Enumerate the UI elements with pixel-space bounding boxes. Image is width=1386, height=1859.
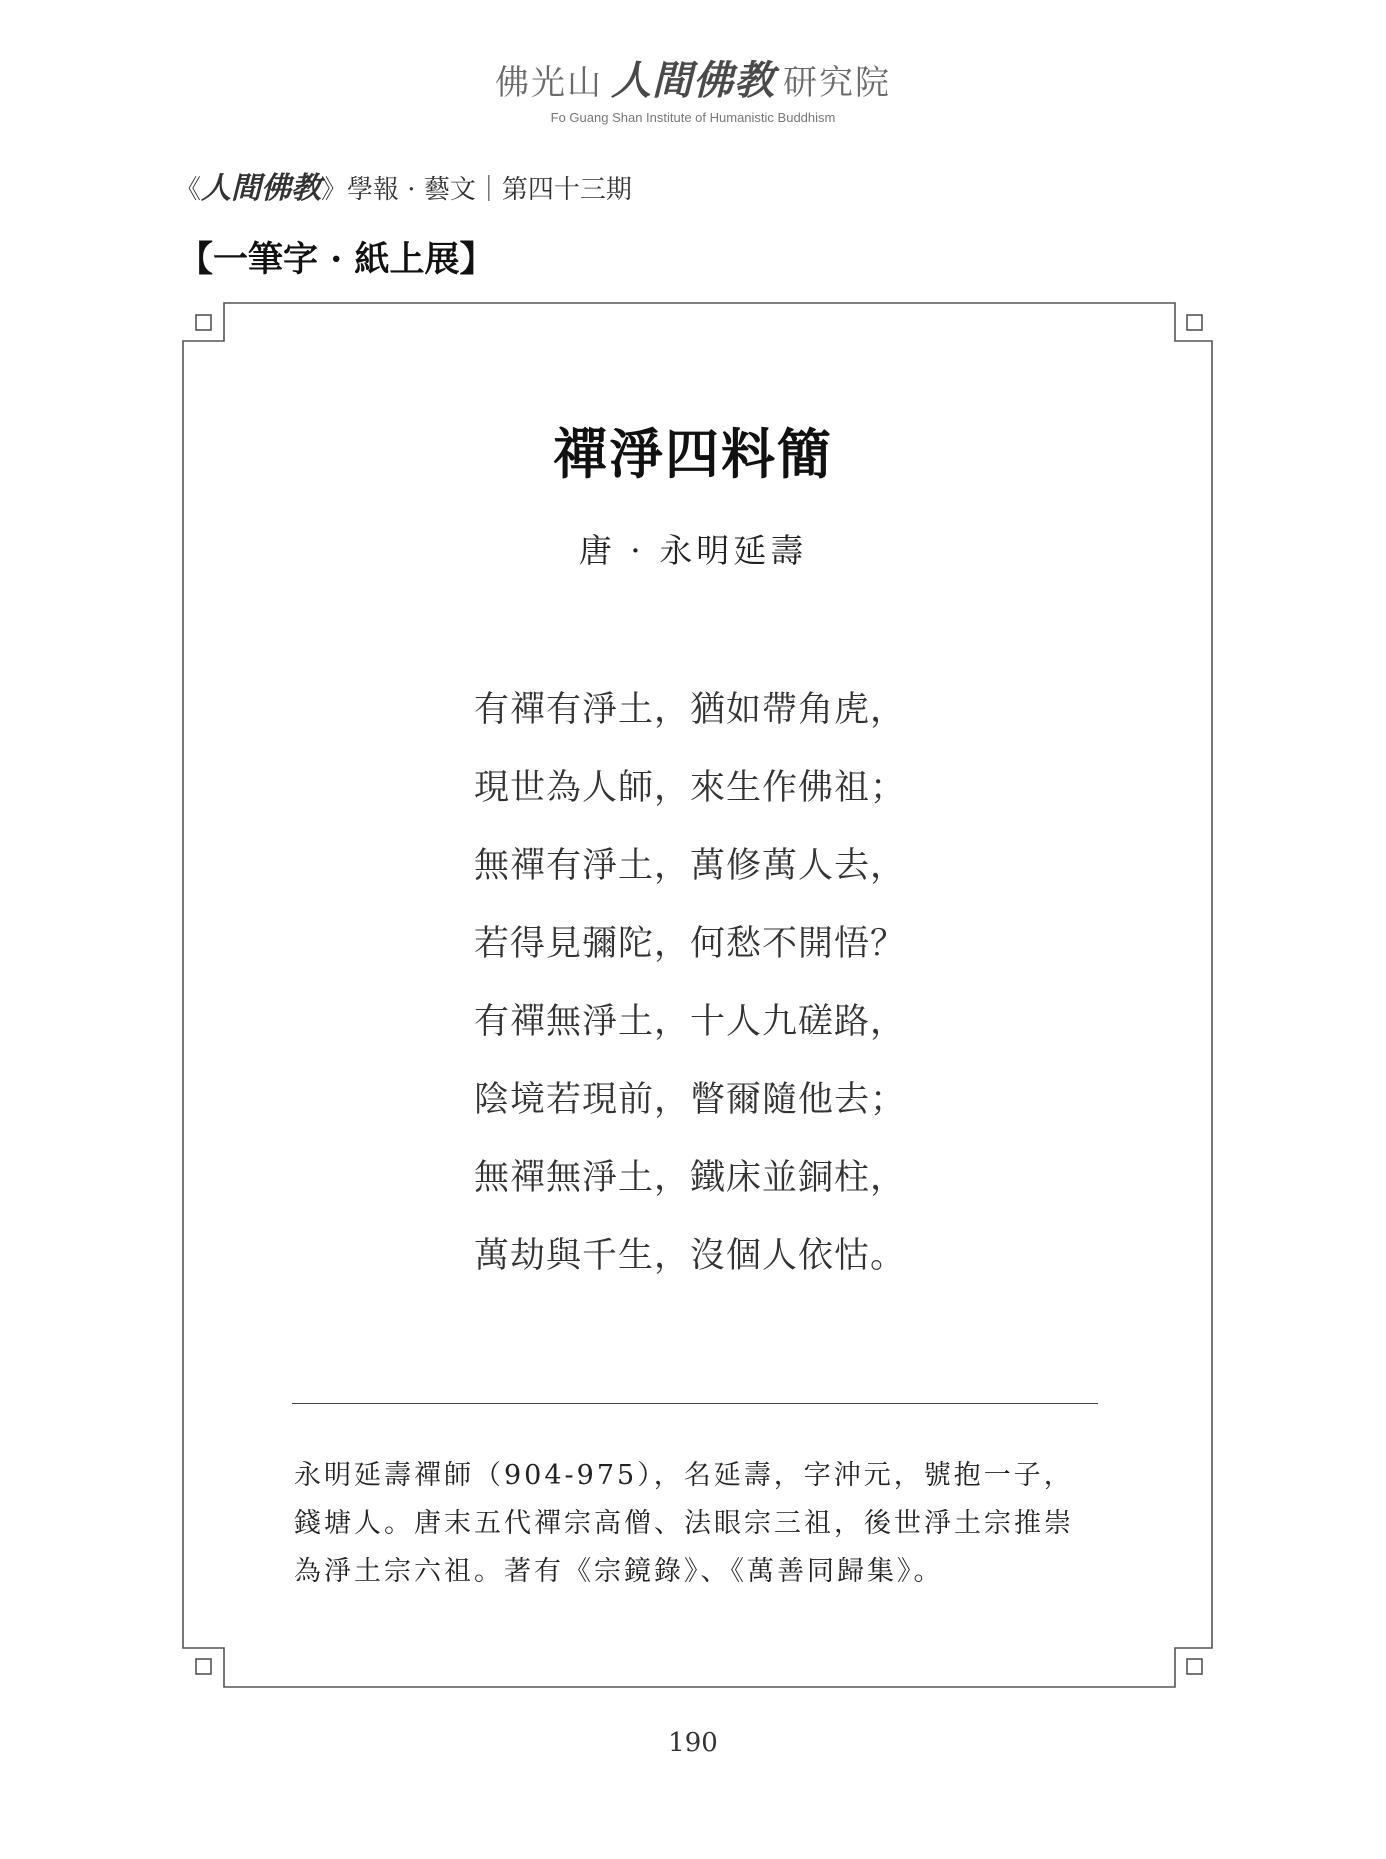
masthead-prefix: 佛光山 (495, 63, 603, 103)
poem-line: 無禪有淨土，萬修萬人去， (474, 846, 907, 886)
page-number: 190 (668, 1728, 718, 1758)
poem-line: 若得見彌陀，何愁不開悟？ (474, 924, 907, 964)
poem-line: 有禪有淨土，猶如帶角虎， (474, 690, 907, 730)
poem-body (474, 686, 906, 1310)
poem-line: 有禪無淨土，十人九磋路， (474, 1002, 907, 1042)
note-line: 為淨土宗六祖。著有《宗鏡錄》、《萬善同歸集》。 (294, 1556, 944, 1587)
journal-header (175, 163, 632, 207)
journal-open-quote: 《 (175, 175, 202, 205)
note-line: 錢塘人。唐末五代禪宗高僧、法眼宗三祖，後世淨土宗推崇 (294, 1508, 1074, 1539)
masthead-english: Fo Guang Shan Institute of Humanistic Buddhism (550, 110, 836, 125)
poem-title: 禪淨四料簡 (553, 422, 833, 486)
journal-close-quote: 》 (321, 175, 348, 205)
poem-line: 萬劫與千生，沒個人依怙。 (474, 1236, 907, 1276)
journal-issue: 學報 · 藝文｜第四十三期 (347, 175, 632, 205)
poem-line: 無禪無淨土，鐵床並銅柱， (474, 1158, 907, 1198)
divider (292, 1403, 1098, 1404)
masthead-suffix: 研究院 (783, 63, 891, 103)
section-title: 【一筆字 · 紙上展】 (178, 239, 495, 280)
poem-line: 陰境若現前，瞥爾隨他去； (474, 1080, 907, 1120)
biography-note (294, 1452, 1114, 1596)
poem-author: 唐 · 永明延壽 (578, 531, 808, 570)
masthead-title (0, 57, 1386, 104)
journal-brand: 人間佛教 (201, 171, 322, 206)
masthead (0, 57, 1386, 125)
poem-line: 現世為人師，來生作佛祖； (474, 768, 907, 808)
note-line: 永明延壽禪師（904-975），名延壽，字沖元，號抱一子， (294, 1460, 1074, 1491)
masthead-brand-logo: 人間佛教 (611, 57, 775, 104)
